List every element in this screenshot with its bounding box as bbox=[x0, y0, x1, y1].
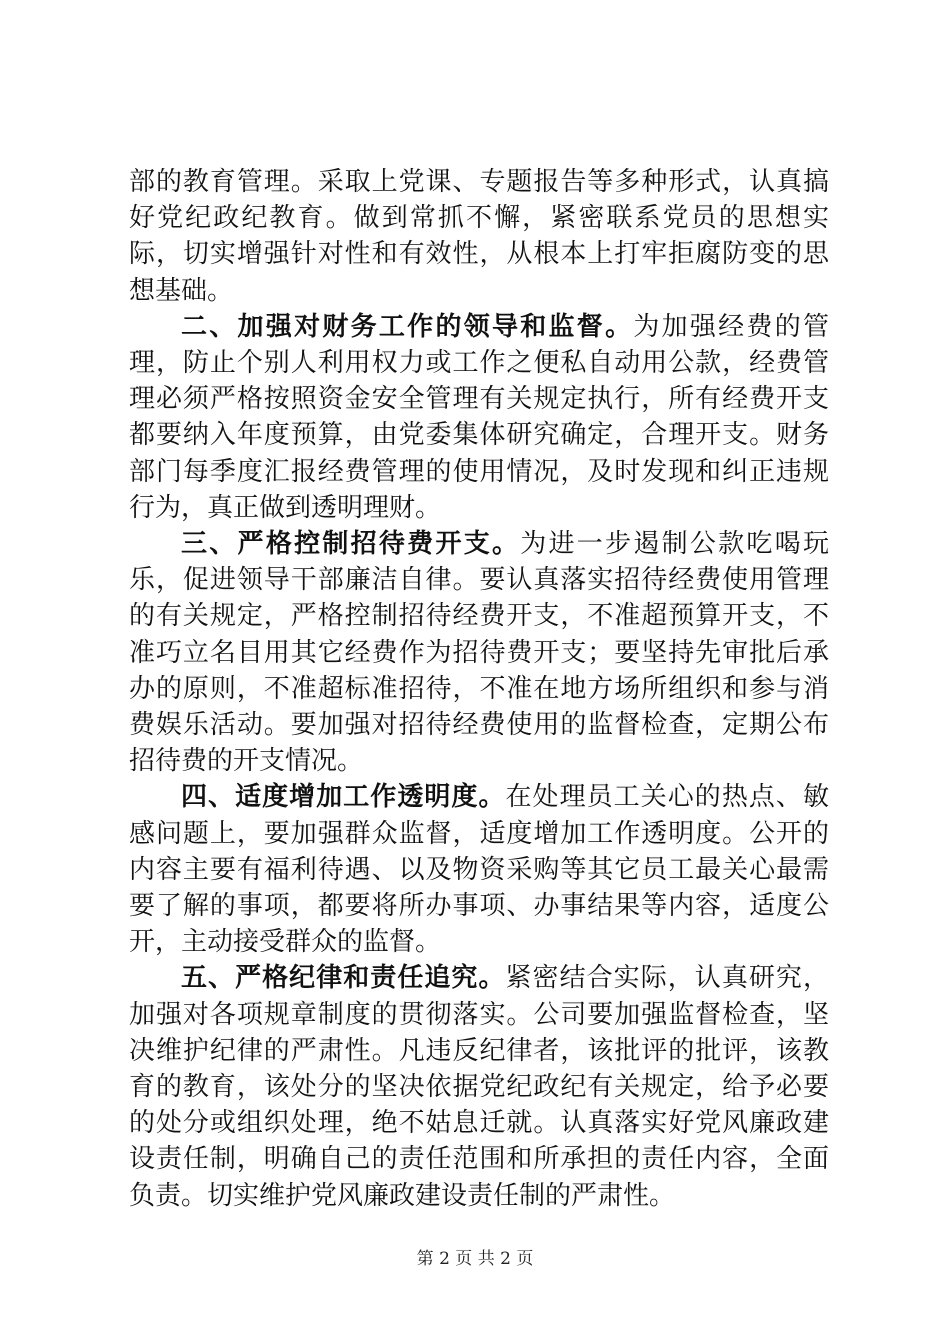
paragraph-section-5 bbox=[129, 960, 829, 1213]
page-number-label: 第 2 页 共 2 页 bbox=[416, 1249, 534, 1269]
paragraph-text: 为加强经费的管理，防止个别人利用权力或工作之便私自动用公款，经费管理必须严格按照资金安全管理有关规定执行，所有经费开支都要纳入年度预算，由党委集体研究确定，合理开支。财务部门每季度汇报经费管理的使用情况，及时发现和纠正违规行为，真正做到透明理财。 bbox=[129, 311, 829, 523]
page-footer bbox=[0, 1244, 950, 1269]
paragraph-section-4 bbox=[129, 779, 829, 960]
paragraph-text: 部的教育管理。采取上党课、专题报告等多种形式，认真搞好党纪政纪教育。做到常抓不懈，紧密联系党员的思想实际，切实增强针对性和有效性，从根本上打牢拒腐防变的思想基础。 bbox=[129, 167, 829, 306]
section-heading: 五、严格纪律和责任追究。 bbox=[181, 963, 506, 994]
paragraph-text: 紧密结合实际，认真研究，加强对各项规章制度的贯彻落实。公司要加强监督检查，坚决维护纪律的严肃性。凡违反纪律者，该批评的批评，该教育的教育，该处分的坚决依据党纪政纪有关规定，给予必要的处分或组织处理，绝不姑息迁就。认真落实好党风廉政建设责任制，明确自己的责任范围和所承担的责任内容，全面负责。切实维护党风廉政建设责任制的严肃性。 bbox=[129, 963, 829, 1211]
paragraph-text: 为进一步遏制公款吃喝玩乐，促进领导干部廉洁自律。要认真落实招待经费使用管理的有关规定，严格控制招待经费开支，不准超预算开支，不准巧立名目用其它经费作为招待费开支；要坚持先审批后承办的原则，不准超标准招待，不准在地方场所组织和参与消费娱乐活动。要加强对招待经费使用的监督检查，定期公布招待费的开支情况。 bbox=[129, 529, 829, 777]
paragraph-section-3 bbox=[129, 526, 829, 779]
paragraph-text: 在处理员工关心的热点、敏感问题上，要加强群众监督，适度增加工作透明度。公开的内容主要有福利待遇、以及物资采购等其它员工最关心最需要了解的事项，都要将所办事项、办事结果等内容，适度公开，主动接受群众的监督。 bbox=[129, 782, 829, 958]
paragraph-section-2 bbox=[129, 309, 829, 526]
section-heading: 二、加强对财务工作的领导和监督。 bbox=[181, 311, 634, 342]
paragraph-continued bbox=[129, 164, 829, 309]
document-body bbox=[129, 164, 829, 1214]
section-heading: 四、适度增加工作透明度。 bbox=[181, 782, 506, 813]
section-heading: 三、严格控制招待费开支。 bbox=[181, 529, 521, 560]
